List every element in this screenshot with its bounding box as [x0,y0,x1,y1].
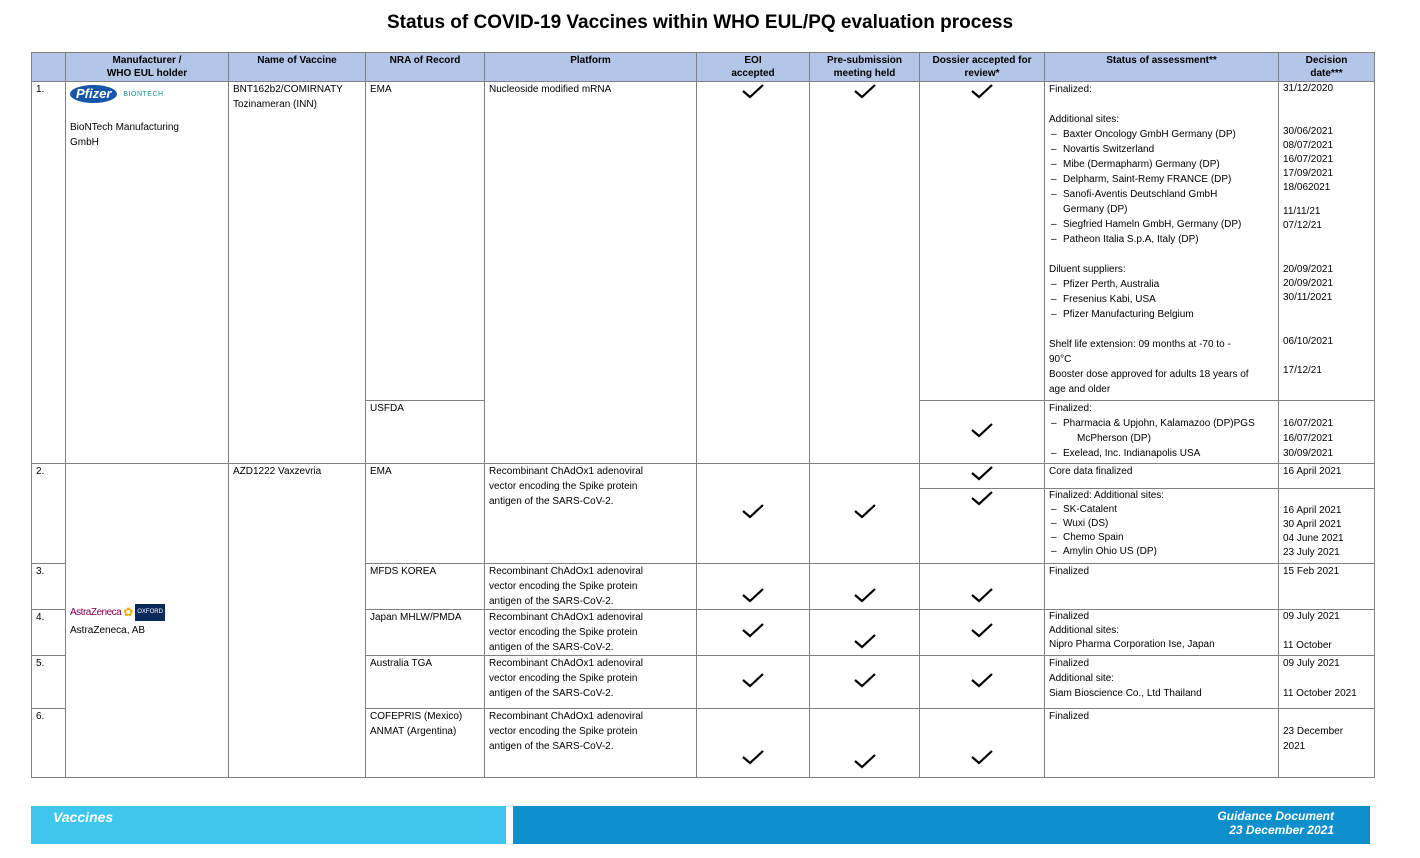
presub-check-icon [810,464,920,564]
presub-check-icon [810,564,920,610]
header-nra: NRA of Record [366,53,485,82]
eoi-check-icon [697,709,810,778]
presub-check-icon [810,610,920,656]
platform-cell: Nucleoside modified mRNA [485,82,697,464]
footer-document-bar [513,806,1370,844]
status-cell: Finalized [1045,709,1279,778]
presub-check-icon [810,656,920,709]
dossier-check-icon [920,610,1045,656]
table-row [32,464,1375,489]
status-cell: Core data finalized [1045,464,1279,489]
nra-cell: EMA [366,82,485,401]
dossier-check-icon [920,709,1045,778]
decision-date-cell: 31/12/2020 30/06/2021 08/07/2021 16/07/2021 17/09/2021 18/062021 11/11/21 07/12/21 20/09/2021 20/09/2021 30/11/2021 06/10/2021 17/12/21 [1279,82,1375,401]
platform-cell: Recombinant ChAdOx1 adenoviral vector encoding the Spike protein antigen of the SARS-CoV-2. [485,610,697,656]
row-number: 6. [32,709,66,778]
platform-cell: Recombinant ChAdOx1 adenoviral vector encoding the Spike protein antigen of the SARS-CoV-2. [485,464,697,564]
status-cell: Finalized: – Pharmacia & Upjohn, Kalamazoo (DP)PGS McPherson (DP) – Exelead, Inc. Indianapolis USA [1045,401,1279,464]
manufacturer-cell: AstraZeneca ✿ OXFORD AstraZeneca, AB [66,464,229,778]
vaccine-name-cell: BNT162b2/COMIRNATY Tozinameran (INN) [229,82,366,464]
nra-cell: COFEPRIS (Mexico) ANMAT (Argentina) [366,709,485,778]
footer-document-date: 23 December 2021 [1229,823,1334,837]
status-cell: Finalized [1045,564,1279,610]
header-eoi: EOI accepted [697,53,810,82]
decision-date-cell: 16/07/2021 16/07/2021 30/09/2021 [1279,401,1375,464]
eoi-check-icon [697,564,810,610]
header-vaccine: Name of Vaccine [229,53,366,82]
page-title: Status of COVID-19 Vaccines within WHO EUL/PQ evaluation process [386,12,1014,32]
footer-section-label: Vaccines [53,809,114,825]
status-cell: Finalized: Additional sites: – SK-Catalent – Wuxi (DS) – Chemo Spain – Amylin Ohio US (DP) [1045,489,1279,564]
header-dossier: Dossier accepted for review* [920,53,1045,82]
presub-check-icon [810,709,920,778]
dossier-check-icon [920,401,1045,464]
vaccine-status-table [31,52,1375,778]
platform-cell: Recombinant ChAdOx1 adenoviral vector encoding the Spike protein antigen of the SARS-CoV-2. [485,564,697,610]
dossier-check-icon [920,464,1045,489]
row-number: 1. [32,82,66,464]
platform-cell: Recombinant ChAdOx1 adenoviral vector encoding the Spike protein antigen of the SARS-CoV-2. [485,709,697,778]
header-num [32,53,66,82]
dossier-check-icon [920,82,1045,401]
decision-date-cell: 09 July 2021 11 October 2021 [1279,656,1375,709]
header-manufacturer: Manufacturer / WHO EUL holder [66,53,229,82]
presub-check-icon [810,82,920,464]
nra-cell: Australia TGA [366,656,485,709]
dossier-check-icon [920,656,1045,709]
eoi-check-icon [697,82,810,464]
row-number: 2. [32,464,66,564]
header-presub: Pre-submission meeting held [810,53,920,82]
astrazeneca-oxford-logo: AstraZeneca ✿ OXFORD [70,604,163,619]
decision-date-cell: 23 December 2021 [1279,709,1375,778]
site-list: – Baxter Oncology GmbH Germany (DP) – Novartis Switzerland – Mibe (Dermapharm) Germany (DP) – Delpharm, Saint-Remy FRANCE (DP) – Sanofi-Aventis Deutschland GmbH Germany (DP) – Siegfried Hameln GmbH, Germany (DP) – Patheon Italia S.p.A, Italy (DP) [1049,127,1274,247]
nra-cell: Japan MHLW/PMDA [366,610,485,656]
status-cell: Finalized: Additional sites: – Baxter Oncology GmbH Germany (DP) – Novartis Switzerland – Mibe (Dermapharm) Germany (DP) – Delpharm, Saint-Remy FRANCE (DP) – Sanofi-Aventis Deutschland GmbH Germany (DP) – Siegfried Hameln GmbH, Germany (DP) – Patheon Italia S.p.A, Italy (DP) Diluent suppliers: – Pfizer Perth, Australia – Fresenius Kabi, USA – Pfizer Manufacturing Belgium Shelf life extension: 09 months at -70 to - 90°C Booster dose approved for adults 18 years of age and older [1045,82,1279,401]
header-row [32,53,1375,82]
decision-date-cell: 15 Feb 2021 [1279,564,1375,610]
dossier-check-icon [920,489,1045,564]
status-cell: Finalized Additional site: Siam Bioscience Co., Ltd Thailand [1045,656,1279,709]
footer-section-bar [31,806,506,844]
dossier-check-icon [920,564,1045,610]
header-decision: Decision date*** [1279,53,1375,82]
table-row [32,82,1375,401]
header-platform: Platform [485,53,697,82]
nra-cell: MFDS KOREA [366,564,485,610]
nra-cell: EMA [366,464,485,564]
eoi-check-icon [697,656,810,709]
eoi-check-icon [697,610,810,656]
status-cell: Finalized Additional sites: Nipro Pharma Corporation Ise, Japan [1045,610,1279,656]
decision-date-cell: 09 July 2021 11 October [1279,610,1375,656]
row-number: 5. [32,656,66,709]
diluent-list: – Pfizer Perth, Australia – Fresenius Kabi, USA – Pfizer Manufacturing Belgium [1049,277,1274,322]
eoi-check-icon [697,464,810,564]
manufacturer-cell: Pfizer BIONTECH BioNTech Manufacturing GmbH [66,82,229,464]
vaccine-name-cell: AZD1222 Vaxzevria [229,464,366,778]
footer-document-title: Guidance Document [1217,809,1334,823]
row-number: 3. [32,564,66,610]
decision-date-cell: 16 April 2021 30 April 2021 04 June 2021 23 July 2021 [1279,489,1375,564]
nra-cell: USFDA [366,401,485,464]
row-number: 4. [32,610,66,656]
header-status: Status of assessment** [1045,53,1279,82]
pfizer-biontech-logo: Pfizer BIONTECH [70,83,224,105]
decision-date-cell: 16 April 2021 [1279,464,1375,489]
platform-cell: Recombinant ChAdOx1 adenoviral vector encoding the Spike protein antigen of the SARS-CoV-2. [485,656,697,709]
